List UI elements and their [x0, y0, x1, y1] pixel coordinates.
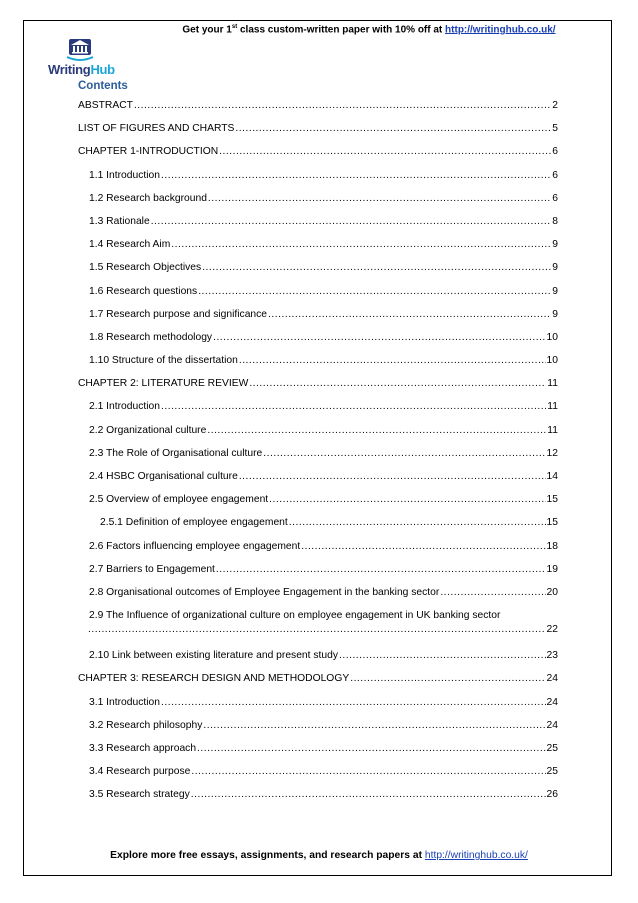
- toc-leader: [249, 377, 546, 391]
- toc-entry[interactable]: [78, 234, 558, 257]
- toc-leader: [197, 742, 545, 756]
- header-text-1: Get your 1: [182, 24, 232, 36]
- toc-entry[interactable]: [78, 466, 558, 489]
- toc-entry[interactable]: [78, 489, 558, 512]
- toc-leader: [239, 354, 546, 368]
- toc-entry[interactable]: [78, 211, 558, 234]
- toc-page: 12: [546, 447, 558, 459]
- toc-entry[interactable]: [78, 304, 558, 327]
- toc-leader: [350, 672, 545, 686]
- toc-page: 9: [552, 239, 558, 251]
- header-promo: [0, 24, 638, 35]
- toc-leader: [440, 586, 545, 600]
- toc-page: 22: [546, 624, 558, 636]
- toc-entry[interactable]: [78, 95, 558, 118]
- toc-entry[interactable]: [78, 761, 558, 784]
- toc-page: 10: [546, 355, 558, 367]
- toc-title: 2.1 Introduction: [89, 401, 160, 413]
- toc-leader: [203, 719, 545, 733]
- toc-title: CHAPTER 2: LITERATURE REVIEW: [78, 378, 249, 390]
- toc-entry[interactable]: [78, 420, 558, 443]
- toc-leader: [268, 308, 551, 322]
- toc-entry[interactable]: [78, 738, 558, 761]
- toc-leader: [161, 400, 546, 414]
- toc-leader: [208, 192, 551, 206]
- toc-title: 2.5.1 Definition of employee engagement: [100, 517, 288, 529]
- toc-page: 15: [546, 494, 558, 506]
- header-sup: st: [231, 24, 238, 30]
- toc-title: 1.10 Structure of the dissertation: [89, 355, 238, 367]
- toc-page: 11: [547, 378, 558, 390]
- toc-page: 11: [547, 401, 558, 413]
- toc-title: 1.5 Research Objectives: [89, 262, 202, 274]
- toc-title: 2.7 Barriers to Engagement: [89, 563, 215, 575]
- toc-page: 2: [552, 100, 558, 111]
- toc-entry[interactable]: [78, 559, 558, 582]
- toc-leader: [239, 470, 546, 484]
- toc-entry[interactable]: [78, 396, 558, 419]
- toc-page: 25: [546, 742, 558, 754]
- toc-page: 19: [546, 563, 558, 575]
- header-text-2: class custom-written paper with 10% off at: [237, 24, 446, 36]
- toc-page: 6: [552, 146, 558, 158]
- toc-entry[interactable]: [78, 188, 558, 211]
- toc-page: 14: [546, 471, 558, 482]
- logo-hub: Hub: [90, 62, 115, 77]
- toc-entry[interactable]: [78, 582, 558, 605]
- toc-title: 2.9 The Influence of organizational culture on employee engagement in UK banking sector: [89, 610, 501, 622]
- toc-leader: [191, 788, 546, 802]
- toc-title: 2.5 Overview of employee engagement: [89, 494, 269, 506]
- toc-leader: [219, 145, 551, 159]
- toc-title: 1.8 Research methodology: [89, 331, 213, 343]
- header-link[interactable]: http://writinghub.co.uk/: [445, 24, 556, 36]
- toc-page: 24: [546, 719, 558, 731]
- toc-leader: [263, 447, 545, 461]
- footer-link[interactable]: http://writinghub.co.uk/: [424, 850, 528, 861]
- toc-page: 10: [546, 331, 558, 343]
- toc-leader: [213, 331, 545, 345]
- toc-title: 2.2 Organizational culture: [89, 424, 207, 436]
- toc-leader: [301, 540, 545, 554]
- contents-heading: Contents: [78, 80, 128, 92]
- toc-page: 8: [552, 215, 558, 227]
- toc-leader: [151, 215, 552, 229]
- toc-leader: [235, 122, 551, 136]
- toc-leader: [202, 261, 551, 275]
- toc-entry[interactable]: [78, 692, 558, 715]
- toc-page: 26: [546, 789, 558, 801]
- toc-title: CHAPTER 1-INTRODUCTION: [78, 146, 219, 158]
- toc-title: CHAPTER 3: RESEARCH DESIGN AND METHODOLOGY: [78, 673, 350, 685]
- toc-entry[interactable]: [78, 715, 558, 738]
- toc-title: 3.1 Introduction: [89, 696, 160, 708]
- toc-entry[interactable]: [78, 118, 558, 141]
- toc-title: 2.3 The Role of Organisational culture: [89, 447, 263, 459]
- toc-entry[interactable]: [78, 512, 558, 535]
- toc-page: 24: [546, 673, 558, 685]
- toc-leader: [269, 493, 545, 507]
- toc-entry[interactable]: [78, 165, 558, 188]
- toc-page: 6: [552, 192, 558, 204]
- toc-leader: [134, 99, 551, 113]
- toc-title: 2.4 HSBC Organisational culture: [89, 471, 238, 482]
- toc-page: 11: [547, 424, 558, 436]
- toc-entry[interactable]: [78, 668, 558, 691]
- toc-title: 3.3 Research approach: [89, 742, 197, 754]
- toc-page: 25: [546, 766, 558, 778]
- toc-entry[interactable]: [78, 257, 558, 280]
- toc-leader: [198, 285, 551, 299]
- toc-title: 3.2 Research philosophy: [89, 719, 203, 731]
- toc-leader: [161, 169, 551, 183]
- toc-title: 1.7 Research purpose and significance: [89, 308, 268, 320]
- toc-entry[interactable]: [78, 645, 558, 668]
- toc-title: 2.8 Organisational outcomes of Employee Engagement in the banking sector: [89, 586, 440, 598]
- toc-page: 15: [546, 517, 558, 529]
- toc-entry[interactable]: [78, 141, 558, 164]
- toc-leader: [88, 623, 546, 637]
- toc-page: 5: [552, 123, 558, 135]
- toc-entry[interactable]: [78, 281, 558, 304]
- table-of-contents: [78, 95, 558, 807]
- toc-entry[interactable]: [78, 443, 558, 466]
- toc-leader: [161, 696, 546, 710]
- toc-leader: [171, 238, 551, 252]
- toc-leader: [289, 516, 546, 530]
- toc-title: 2.10 Link between existing literature and present study: [89, 650, 338, 662]
- toc-entry[interactable]: [78, 373, 558, 396]
- toc-title: 1.1 Introduction: [89, 169, 160, 181]
- logo-wordmark: [48, 62, 115, 77]
- toc-entry[interactable]: [78, 784, 558, 807]
- toc-leader: [339, 649, 546, 663]
- toc-page: 23: [546, 650, 558, 662]
- toc-leader-row: [87, 623, 558, 637]
- toc-page: 9: [552, 285, 558, 297]
- toc-page: 9: [552, 308, 558, 320]
- toc-title: ABSTRACT: [78, 100, 133, 111]
- toc-title: 1.2 Research background: [89, 192, 207, 204]
- toc-title: 3.4 Research purpose: [89, 766, 191, 778]
- toc-leader: [191, 765, 545, 779]
- footer-text: Explore more free essays, assignments, and research papers at: [110, 850, 425, 861]
- footer-promo: [0, 850, 638, 861]
- toc-entry[interactable]: [78, 605, 558, 645]
- toc-entry[interactable]: [78, 536, 558, 559]
- toc-entry[interactable]: [78, 327, 558, 350]
- toc-title: 1.6 Research questions: [89, 285, 198, 297]
- logo-writing: Writing: [48, 62, 91, 77]
- toc-leader: [216, 563, 546, 577]
- toc-title: 1.4 Research Aim: [89, 239, 171, 251]
- toc-title: 2.6 Factors influencing employee engagement: [89, 540, 301, 552]
- toc-page: 24: [546, 696, 558, 708]
- toc-title: 1.3 Rationale: [89, 215, 150, 227]
- toc-page: 6: [552, 169, 558, 181]
- toc-page: 18: [546, 540, 558, 552]
- toc-entry[interactable]: [78, 350, 558, 373]
- toc-title: 3.5 Research strategy: [89, 789, 190, 801]
- toc-page: 9: [552, 262, 558, 274]
- toc-leader: [207, 424, 546, 438]
- toc-title: LIST OF FIGURES AND CHARTS: [78, 123, 235, 135]
- toc-page: 20: [546, 586, 558, 598]
